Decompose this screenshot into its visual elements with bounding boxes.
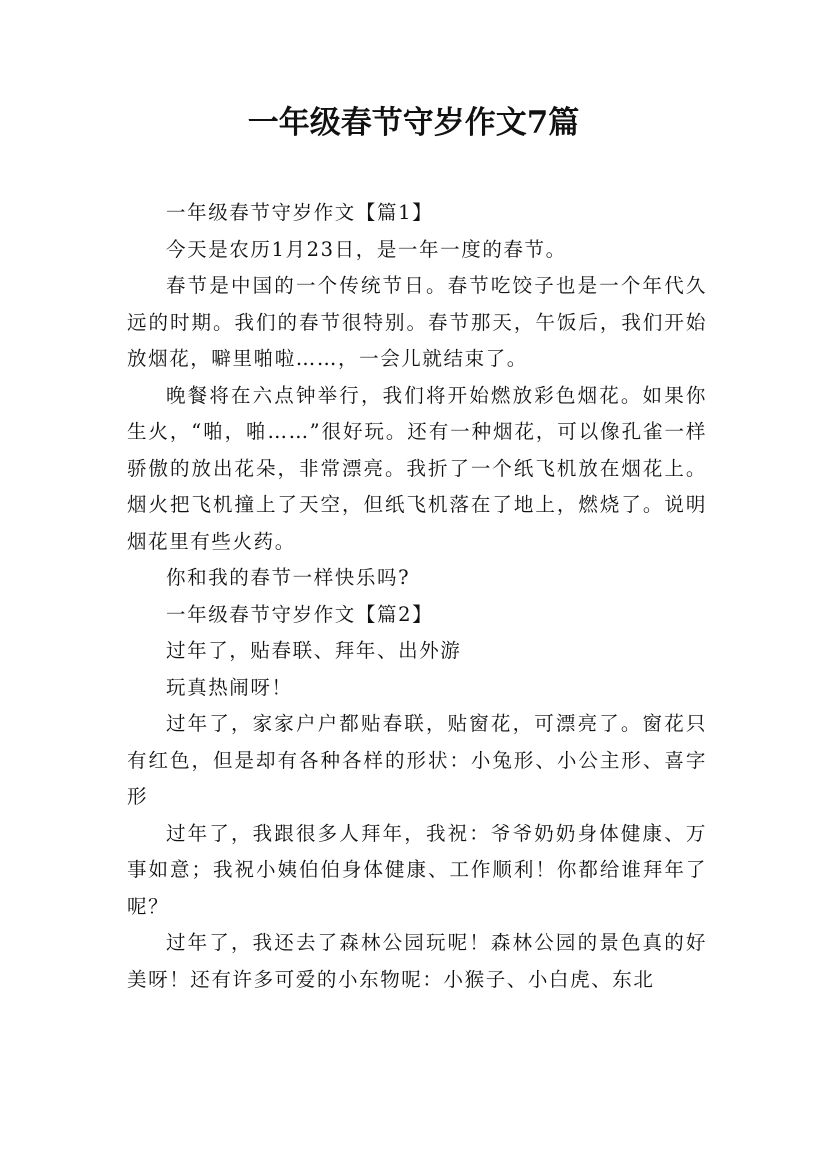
paragraph: 过年了，我跟很多人拜年，我祝：爷爷奶奶身体健康、万事如意；我祝小姨伯伯身体健康、工作顺利！你都给谁拜年了呢？ — [127, 821, 707, 918]
paragraph: 你和我的春节一样快乐吗? — [166, 566, 411, 589]
paragraph: 过年了，家家户户都贴春联，贴窗花，可漂亮了。窗花只有红色，但是却有各种各样的形状：小兔形、小公主形、喜字形 — [127, 712, 707, 808]
paragraph: 过年了，贴春联、拜年、出外游 — [166, 639, 462, 662]
paragraph-heading-2: 一年级春节守岁作文【篇2】 — [166, 602, 434, 626]
paragraph: 春节是中国的一个传统节日。春节吃饺子也是一个年代久远的时期。我们的春节很特别。春节那天，午饭后，我们开始放烟花，噼里啪啦……，一会儿就结束了。 — [127, 274, 707, 370]
paragraph: 今天是农历1月23日，是一年一度的春节。 — [166, 237, 567, 261]
paragraph-heading-1: 一年级春节守岁作文【篇1】 — [166, 201, 434, 224]
document-title: 一年级春节守岁作文7篇 — [247, 105, 580, 141]
document-body — [127, 195, 707, 998]
paragraph: 玩真热闹呀！ — [166, 675, 293, 699]
paragraph: 晚餐将在六点钟举行，我们将开始燃放彩色烟花。如果你生火，“啪，啪……”很好玩。还有一种烟花，可以像孔雀一样骄傲的放出花朵，非常漂亮。我折了一个纸飞机放在烟花上。烟火把飞机撞上了天空，但纸飞机落在了地上，燃烧了。说明烟花里有些火药。 — [127, 383, 707, 553]
paragraph: 过年了，我还去了森林公园玩呢！森林公园的景色真的好美呀！还有许多可爱的小东物呢：小猴子、小白虎、东北 — [127, 931, 707, 991]
